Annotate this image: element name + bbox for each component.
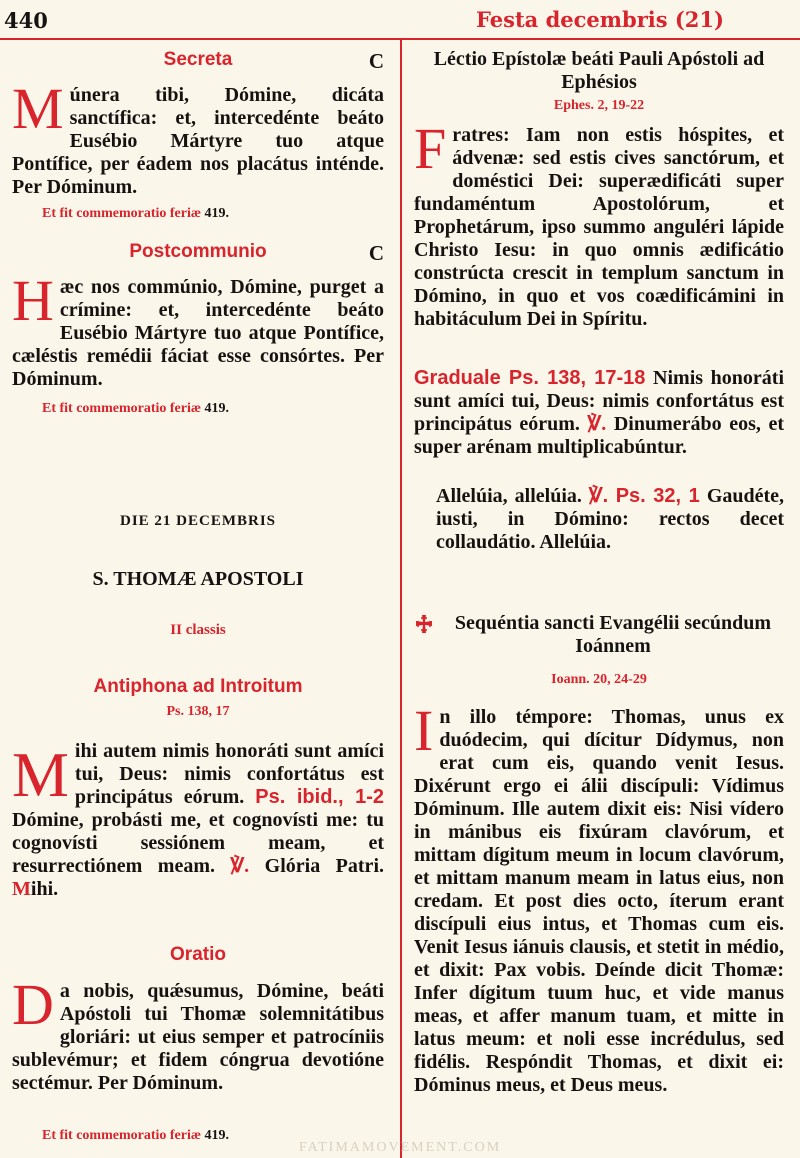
graduale-text: Graduale Ps. 138, 17-18 Nimis honoráti sunt amíci tui, Deus: nimis confortátus est principátus eórum. ℣. Dinumerábo eos, et super arénam multiplicabúntur. — [414, 367, 785, 458]
secreta-drop-initial: M — [12, 76, 64, 141]
secreta-heading: Secreta C — [163, 49, 384, 73]
feast-title: S. THOMÆ APOSTOLI — [92, 568, 304, 590]
lectio-text: Fratres: Iam non estis hóspites, et ádvenæ: sed estis cives sanctórum, et doméstici Dei: superædificáti super fundaméntum Apostolórum, et Prophetárum, ipso summo anguléri lápide Christo Iesu: in quo omnis ædificátio constrúcta crescit in templum sanctum in Dómino, in quo et vos coædificámini in habitáculum Dei in Spíritu. — [414, 116, 784, 330]
introit-psalm-ref: Ps. ibid., 1-2 — [255, 786, 385, 808]
oratio-heading: Oratio — [170, 944, 226, 965]
secreta-marker: C — [368, 49, 384, 73]
graduale-label: Graduale Ps. 138, 17-18 — [414, 367, 646, 389]
watermark: FATIMAMOVEMENT.COM — [298, 1140, 502, 1155]
introit-text: Mihi autem nimis honoráti sunt amíci tui, Deus: nimis confortátus est principátus eórum. Ps. ibid., 1-2 Dómine, probásti me, et cognovísti me: tu cognovísti sessiónem meam, et resurrectiónem meam. ℣. Glória Patri. Mihi. — [12, 739, 385, 900]
postcommunio-note: Et fit commemoratio feriæ 419. — [42, 401, 229, 416]
introit-repeat-initial: M — [12, 878, 31, 900]
gospel-title: Sequéntia sancti Evangélii secúndum Ioánnem — [414, 612, 784, 658]
alleluia-text: Allelúia, allelúia. ℣. Ps. 32, 1 Gaudéte, iusti, in Dómino: rectos decet collaudátio. Allelúia. — [436, 485, 785, 553]
postcommunio-heading: Postcommunio C — [129, 241, 384, 265]
postcommunio-marker: C — [368, 241, 384, 265]
secreta-note: Et fit commemoratio feriæ 419. — [42, 206, 229, 221]
secreta-text: Múnera tibi, Dómine, dicáta sanctífica: et, intercedénte beáto Eusébio Mártyre tuo atque Pontífice, per éadem nos placátus inténde. Per Dóminum. — [12, 76, 384, 198]
lectio-title: Léctio Epístolæ beáti Pauli Apóstoli ad Ephésios — [433, 48, 765, 93]
gospel-ref: Ioann. 20, 24-29 — [551, 672, 647, 687]
oratio-note: Et fit commemoratio feriæ 419. — [42, 1128, 229, 1143]
oratio-text: Da nobis, quǽsumus, Dómine, beáti Apóstoli tui Thomæ solemnitátibus gloriári: ut eius semper et patrocíniis sublevémur; et fidem cóngrua devotióne sectémur. Per Dóminum. — [12, 972, 384, 1094]
oratio-drop-initial: D — [12, 972, 54, 1037]
alleluia-ref: ℣. Ps. 32, 1 — [588, 485, 700, 507]
gospel-drop-initial: I — [414, 698, 434, 763]
introit-heading: Antiphona ad Introitum — [93, 676, 303, 697]
day-line: DIE 21 DECEMBRIS — [119, 513, 277, 529]
postcommunio-drop-initial: H — [12, 268, 54, 333]
column-divider — [400, 40, 402, 1158]
class-line: II classis — [170, 622, 226, 638]
lectio-drop-initial: F — [414, 116, 447, 181]
lectio-ref: Ephes. 2, 19-22 — [553, 98, 645, 113]
page-number: 440 — [4, 8, 48, 33]
postcommunio-text: Hæc nos commúnio, Dómine, purget a crímine: et, intercedénte beáto Eusébio Mártyre tuo atque Pontífice, cæléstis remédii fáciat esse consórtes. Per Dóminum. — [12, 268, 384, 390]
introit-ref: Ps. 138, 17 — [166, 704, 230, 719]
page-header — [0, 0, 800, 34]
introit-drop-initial: M — [12, 739, 69, 810]
cross-icon — [414, 614, 434, 634]
graduale-versicle-icon: ℣. — [587, 413, 607, 435]
gospel-text: In illo témpore: Thomas, unus ex duódecim, qui dícitur Dídymus, non erat cum eis, quando venit Iesus. Dixérunt ergo ei álii discípuli: Vídimus Dóminum. Ille autem dixit eis: Nisi vídero in mánibus eis fixúram clavórum, et mittam dígitum meum in locum clavórum, et mittam manum meam in latus eius, non credam. Et post dies octo, íterum erant discípuli eius intus, et Thomas cum eis. Venit Iesus iánuis clausis, et stetit in médio, et dixit: Pax vobis. Deínde dicit Thomæ: Infer dígitum tuum huc, et vide manus meas, et affer manum tuam, et mitte in latus meum: et noli esse incrédulus, sed fidélis. Respóndit Thomas, et dixit ei: Dóminus meus, et Deus meus. — [414, 698, 784, 1096]
running-title: Festa decembris (21) — [476, 7, 724, 32]
versicle-icon: ℣. — [230, 855, 250, 877]
